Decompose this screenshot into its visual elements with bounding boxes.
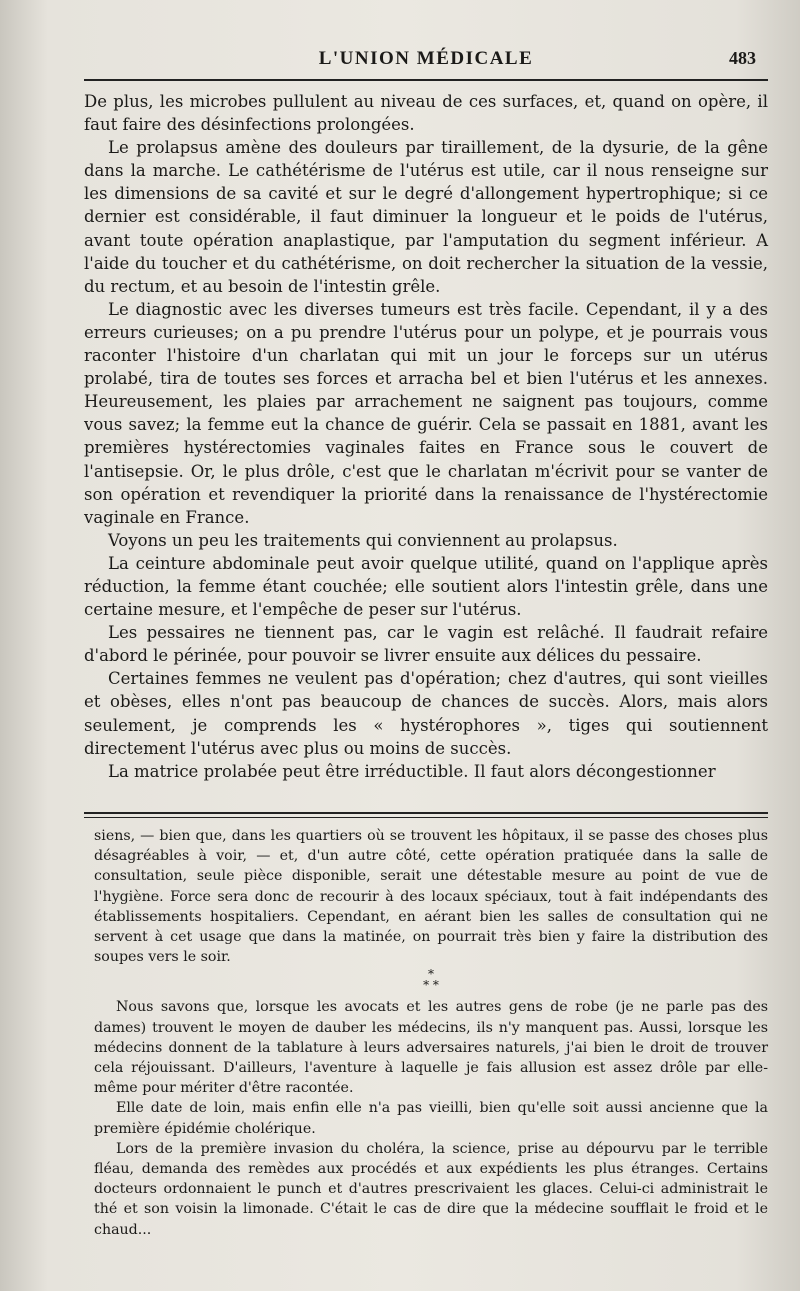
asterism-glyph: * * (423, 978, 439, 993)
footnote-paragraph: Nous savons que, lorsque les avocats et les autres gens de robe (je ne parle pas des dames) trouvent le moyen de dauber les médecins, ils n'y manquent pas. Aussi, lorsque les médecins donnent de la tablature à leurs adversaires naturels, j'ai bien le droit de trouver cela réjouissant. D'ailleurs, l'aventure à laquelle je fais allusion est assez drôle par elle-même pour mériter d'être racontée. (94, 999, 768, 1097)
header-rule (84, 79, 768, 81)
main-paragraph: Les pessaires ne tiennent pas, car le vagin est relâché. Il faudrait refaire d'abord le périnée, pour pouvoir se livrer ensuite aux délices du pessaire. (84, 623, 768, 666)
main-text-column (84, 90, 768, 783)
main-paragraph: Voyons un peu les traitements qui conviennent au prolapsus. (108, 530, 618, 550)
main-paragraph: Certaines femmes ne veulent pas d'opération; chez d'autres, qui sont vieilles et obèses, elles n'ont pas beaucoup de chances de succès. Alors, mais alors seulement, je comprends les « hystérophores », tiges qui soutiennent directement l'utérus avec plus ou moins de succès. (84, 669, 768, 758)
asterism (94, 969, 768, 991)
footnote-column (94, 826, 768, 1240)
main-paragraph: Le diagnostic avec les diverses tumeurs est très facile. Cependant, il y a des erreurs curieuses; on a pu prendre l'utérus pour un polype, et je pourrais vous raconter l'histoire d'un charlatan qui mit un jour le forceps sur un utérus prolabé, tira de toutes ses forces et arracha bel et bien l'utérus et les annexes. Heureusement, les plaies par arrachement ne saignent pas toujours, comme vous savez; la femme eut la chance de guérir. Cela se passait en 1881, avant les premières hystérectomies vaginales faites en France sous le couvert de l'antisepsie. Or, le plus drôle, c'est que le charlatan m'écrivit pour se vanter de son opération et revendiquer la priorité dans la renaissance de l'hystérectomie vaginale en France. (84, 299, 768, 527)
main-paragraph: La matrice prolabée peut être irréductible. Il faut alors décongestionner (108, 761, 716, 781)
main-paragraph: De plus, les microbes pullulent au niveau de ces surfaces, et, quand on opère, il faut faire des désinfections prolongées. (84, 92, 768, 135)
footnote-paragraph: Lors de la première invasion du choléra, la science, prise au dépourvu par le terrible fléau, demanda des remèdes aux procédés et aux expédients les plus étranges. Certains docteurs ordonnaient le punch et d'autres prescrivaient les glaces. Celui-ci administrait le thé et son voisin la limonade. C'était le cas de dire que la médecine soufflait le froid et le chaud... (94, 1140, 768, 1238)
running-header (84, 48, 768, 74)
page-number: 483 (729, 48, 756, 68)
footnote-paragraph: siens, — bien que, dans les quartiers où se trouvent les hôpitaux, il se passe des choses plus désagréables à voir, — et, d'un autre côté, cette opération pratiquée dans la salle de consultation, seule pièce disponible, serait une détestable mesure au point de vue de l'hygiène. Force sera donc de recourir à des locaux spéciaux, tout à fait indépendants des établissements hospitaliers. Cependant, en aérant bien les salles de consultation qui ne servent à cet usage que dans la matinée, on pourrait très bien y faire la distribution des soupes vers le soir. (94, 828, 768, 966)
main-paragraph: La ceinture abdominale peut avoir quelque utilité, quand on l'applique après réduction, la femme étant couchée; elle soutient alors l'intestin grêle, dans une certaine mesure, et l'empêche de peser sur l'utérus. (84, 553, 768, 620)
footnote-separator-rule (84, 812, 768, 818)
asterism-glyph: * (428, 967, 434, 982)
journal-title: L'UNION MÉDICALE (318, 48, 534, 69)
footnote-paragraph: Elle date de loin, mais enfin elle n'a pas vieilli, bien qu'elle soit aussi ancienne que la première épidémie cholérique. (94, 1100, 768, 1137)
main-paragraph: Le prolapsus amène des douleurs par tiraillement, de la dysurie, de la gêne dans la marche. Le cathétérisme de l'utérus est utile, car il nous renseigne sur les dimensions de sa cavité et sur le degré d'allongement hypertrophique; si ce dernier est considérable, il faut diminuer la longueur et le poids de l'utérus, avant toute opération anaplastique, par l'amputation du segment inférieur. A l'aide du toucher et du cathétérisme, on doit rechercher la situation de la vessie, du rectum, et au besoin de l'intestin grêle. (84, 138, 768, 296)
